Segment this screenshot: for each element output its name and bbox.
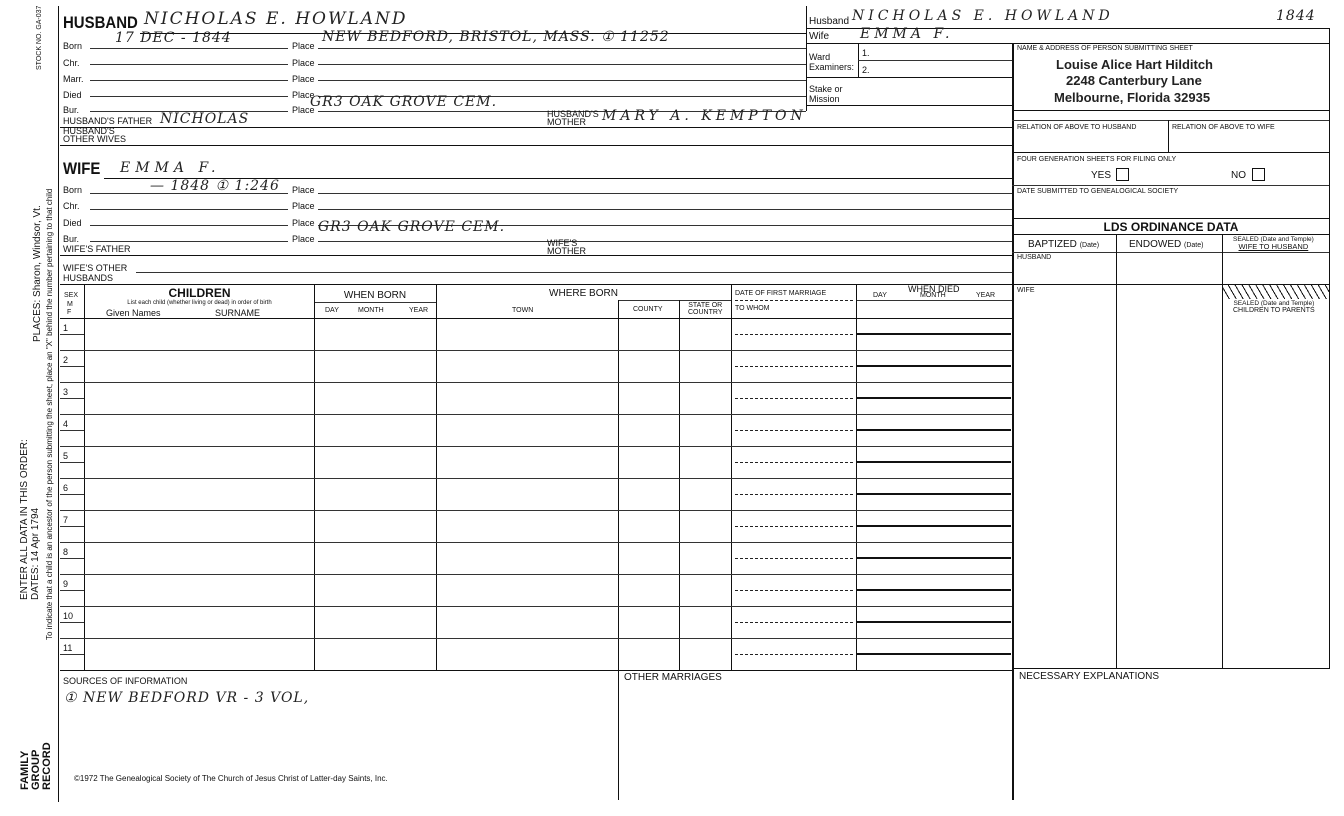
summary-husband-value[interactable]: NICHOLAS E. HOWLAND (852, 8, 1114, 24)
husband-bur-place-label: Place (292, 105, 315, 115)
child-marriage-dash (735, 558, 853, 559)
given-names-header: Given Names (106, 308, 161, 318)
husband-died-label: Died (63, 90, 82, 100)
wife-born-place-label: Place (292, 185, 315, 195)
child-row-number: 7 (63, 515, 69, 525)
child-row-number: 8 (63, 547, 69, 557)
col-town (618, 300, 619, 670)
husband-mother-value[interactable]: MARY A. KEMPTON (602, 108, 807, 124)
county-header: COUNTY (633, 306, 663, 313)
husband-born-place-label: Place (292, 41, 315, 51)
col-when-born (436, 284, 437, 670)
child-death-date-field[interactable] (856, 417, 1011, 431)
to-whom-header: TO WHOM (735, 305, 770, 312)
sex-header: SEX (64, 292, 79, 299)
wife-died-place-label: Place (292, 218, 315, 228)
wife-father-line (60, 255, 1012, 256)
child-marriage-dash (735, 622, 853, 623)
child-row-line (60, 382, 1012, 383)
endowed-label: ENDOWED (Date) (1129, 239, 1204, 250)
relation-bottom-line (1012, 152, 1330, 153)
born-day-header: DAY (325, 307, 339, 314)
lds-header-line (1012, 252, 1330, 253)
places-note: PLACES: Sharon, Windsor, Vt. (32, 205, 43, 342)
child-sex-divider (60, 526, 84, 527)
children-header-bottom (60, 318, 1012, 319)
child-row-line (60, 446, 1012, 447)
other-marriages-divider (618, 670, 619, 800)
where-born-header: WHERE BORN (549, 288, 618, 299)
child-row-line (60, 542, 1012, 543)
child-marriage-dash (735, 526, 853, 527)
child-marriage-dash (735, 654, 853, 655)
children-title: CHILDREN (168, 286, 231, 300)
child-death-date-field[interactable] (856, 321, 1011, 335)
col-state (731, 284, 732, 670)
lds-wife-sealed-hatch (1223, 285, 1329, 299)
sex-f-header: F (67, 309, 72, 316)
lds-col-divider-2 (1222, 234, 1223, 668)
child-sex-divider (60, 558, 84, 559)
wife-bur-place-line (318, 241, 1012, 242)
town-header: TOWN (512, 307, 534, 314)
child-row-number: 3 (63, 387, 69, 397)
other-marriages-label: OTHER MARRIAGES (624, 672, 722, 683)
col-county (679, 300, 680, 670)
stake-line (806, 105, 1012, 106)
mission-label: Mission (809, 94, 840, 104)
child-row-line (60, 350, 1012, 351)
form-title: FAMILY GROUP RECORD (19, 742, 53, 790)
child-sex-divider (60, 494, 84, 495)
died-day-header: DAY (873, 292, 887, 299)
child-death-date-field[interactable] (856, 577, 1011, 591)
lds-title-line (1012, 234, 1330, 235)
husband-chr-place-label: Place (292, 58, 315, 68)
sex-m-header: M (67, 301, 73, 308)
child-marriage-dash (735, 398, 853, 399)
date-submitted-bottom-line (1012, 218, 1330, 219)
child-sex-divider (60, 590, 84, 591)
relation-divider (1168, 120, 1169, 152)
summary-husband-label: Husband (809, 16, 850, 27)
submitter-city[interactable]: Melbourne, Florida 32935 (1054, 90, 1211, 105)
husband-marr-line (90, 80, 288, 81)
necessary-explanations-label: NECESSARY EXPLANATIONS (1019, 671, 1160, 682)
husband-died-line (90, 96, 288, 97)
first-marriage-header: DATE OF FIRST MARRIAGE (735, 290, 827, 297)
lds-col-divider-1 (1116, 234, 1117, 668)
form-left-border (58, 6, 59, 802)
child-death-date-field[interactable] (856, 641, 1011, 655)
child-row-number: 9 (63, 579, 69, 589)
child-marriage-dash (735, 462, 853, 463)
lds-wife-row: WIFE (1017, 287, 1035, 294)
wife-born-label: Born (63, 185, 83, 195)
husband-born-label: Born (63, 41, 83, 51)
child-row-line (60, 478, 1012, 479)
relation-top-line (1012, 120, 1330, 121)
examiner-2[interactable]: 2. (862, 65, 870, 75)
husband-bur-place-value[interactable]: GR3 OAK GROVE CEM. (310, 94, 498, 110)
sources-label: SOURCES OF INFORMATION (63, 676, 188, 686)
child-row-line (60, 638, 1012, 639)
child-death-date-field[interactable] (856, 385, 1011, 399)
child-death-date-field[interactable] (856, 545, 1011, 559)
child-death-date-field[interactable] (856, 449, 1011, 463)
child-sex-divider (60, 334, 84, 335)
submitter-header: NAME & ADDRESS OF PERSON SUBMITTING SHEET (1017, 45, 1193, 52)
lds-title: LDS ORDINANCE DATA (1103, 220, 1239, 234)
wife-chr-line (90, 209, 288, 210)
wife-born-value[interactable]: — 1848 ① 1:246 (150, 178, 280, 194)
child-sex-divider (60, 462, 84, 463)
husband-label: HUSBAND (63, 13, 138, 32)
child-death-date-field[interactable] (856, 481, 1011, 495)
wife-father-label: WIFE'S FATHER (63, 244, 131, 254)
child-marriage-dash (735, 494, 853, 495)
where-born-subline (618, 300, 731, 301)
husband-other-wives-label: HUSBAND'S OTHER WIVES (63, 126, 127, 144)
wife-died-line (90, 225, 288, 226)
husband-born-place-line (318, 48, 806, 49)
date-submitted-label: DATE SUBMITTED TO GENEALOGICAL SOCIETY (1017, 188, 1179, 195)
children-table-bottom (60, 670, 1012, 671)
wife-born-place-line (318, 193, 1012, 194)
wife-mother-label: WIFE'S MOTHER (547, 238, 586, 256)
husband-born-value[interactable]: 17 DEC - 1844 (115, 30, 232, 46)
ward-label: Ward (809, 52, 831, 62)
four-gen-bottom-line (1012, 185, 1330, 186)
husband-died-place-label: Place (292, 90, 315, 100)
child-row-line (60, 574, 1012, 575)
child-row-number: 11 (63, 643, 73, 653)
child-row-line (60, 606, 1012, 607)
four-gen-label: FOUR GENERATION SHEETS FOR FILING ONLY (1017, 156, 1177, 163)
wife-bur-place-label: Place (292, 234, 315, 244)
surname-header: SURNAME (215, 308, 261, 318)
child-death-date-field[interactable] (856, 353, 1011, 367)
child-row-number: 5 (63, 451, 69, 461)
submitter-bottom-line (1012, 110, 1330, 111)
dates-note: DATES: 14 Apr 1794 (30, 507, 41, 600)
right-panel-border (1012, 43, 1014, 800)
wife-other-husbands-line (136, 272, 1012, 273)
stake-label: Stake or (809, 84, 843, 94)
examiner-line-1 (858, 60, 1012, 61)
yes-checkbox[interactable] (1116, 168, 1129, 181)
wife-name[interactable]: EMMA F. (120, 160, 221, 176)
husband-mother-label: HUSBAND'S MOTHER (547, 109, 599, 127)
husband-born-line (90, 48, 288, 49)
summary-wife-label: Wife (809, 31, 829, 42)
child-marriage-dash (735, 430, 853, 431)
husband-marr-place-line (318, 80, 806, 81)
child-sex-divider (60, 366, 84, 367)
no-checkbox[interactable] (1252, 168, 1265, 181)
child-row-number: 6 (63, 483, 69, 493)
children-note: List each child (whether living or dead) in order of birth (127, 300, 272, 306)
when-died-line (856, 300, 1012, 301)
stock-number: STOCK NO. GA-037 (36, 5, 43, 70)
husband-chr-line (90, 64, 288, 65)
child-row-line (60, 510, 1012, 511)
wife-bur-line (90, 241, 288, 242)
enter-order-note: ENTER ALL DATA IN THIS ORDER: (19, 439, 30, 600)
relation-husband-label: RELATION OF ABOVE TO HUSBAND (1017, 124, 1137, 131)
wife-died-label: Died (63, 218, 82, 228)
wife-chr-place-label: Place (292, 201, 315, 211)
husband-other-wives-line (60, 145, 1012, 146)
husband-chr-place-line (318, 64, 806, 65)
husband-born-place-value[interactable]: NEW BEDFORD, BRISTOL, MASS. ① 11252 (322, 29, 670, 45)
yes-label: YES (1091, 170, 1112, 181)
husband-name[interactable]: NICHOLAS E. HOWLAND (144, 9, 408, 29)
husband-chr-label: Chr. (63, 58, 80, 68)
ancestor-indicator-note: To indicate that a child is an ancestor of the person submitting the sheet, place an "X" behind the number pertaining to that child (45, 188, 54, 640)
state-country-header: STATE OR COUNTRY (688, 302, 723, 316)
child-marriage-dash (735, 334, 853, 335)
child-row-number: 1 (63, 323, 69, 333)
lds-right-border (1329, 28, 1330, 668)
summary-divider (806, 6, 807, 111)
child-row-number: 10 (63, 611, 74, 621)
child-marriage-dash (735, 590, 853, 591)
wife-chr-place-line (318, 209, 1012, 210)
col-name (314, 284, 315, 670)
husband-father-value[interactable]: NICHOLAS (160, 111, 250, 127)
husband-marr-label: Marr. (63, 74, 84, 84)
died-year-header: YEAR (976, 292, 996, 299)
born-year-header: YEAR (409, 307, 429, 314)
lds-bottom-line (1012, 668, 1330, 669)
child-sex-divider (60, 622, 84, 623)
child-row-number: 4 (63, 419, 69, 429)
child-marriage-dash (735, 366, 853, 367)
husband-marr-place-label: Place (292, 74, 315, 84)
when-died-header: WHEN DIED (908, 284, 960, 294)
wife-bur-place-value[interactable]: GR3 OAK GROVE CEM. (318, 219, 506, 235)
sealed-children-parents-label: SEALED (Date and Temple) CHILDREN TO PARENTS (1233, 300, 1315, 314)
when-born-header: WHEN BORN (343, 290, 407, 301)
copyright-notice: ©1972 The Genealogical Society of The Church of Jesus Christ of Latter-day Saints, Inc. (74, 774, 388, 783)
died-month-header: MONTH (920, 292, 946, 299)
born-month-header: MONTH (358, 307, 384, 314)
wife-label: WIFE (63, 159, 101, 178)
wife-section-bottom-line (60, 284, 1012, 285)
husband-father-line (60, 127, 1012, 128)
baptized-label: BAPTIZED (Date) (1028, 239, 1100, 250)
first-marriage-dash (735, 300, 853, 301)
examiners-label: Examiners: (809, 62, 855, 72)
no-label: NO (1231, 170, 1246, 181)
child-death-date-field[interactable] (856, 513, 1011, 527)
examiner-line-2 (806, 77, 1012, 78)
wife-other-husbands-label: WIFE'S OTHER HUSBANDS (63, 263, 128, 283)
husband-father-label: HUSBAND'S FATHER (63, 116, 153, 126)
summary-wife-line (806, 43, 1330, 44)
sources-value[interactable]: ① NEW BEDFORD VR - 3 VOL, (64, 690, 310, 706)
summary-wife-value[interactable]: EMMA F. (860, 26, 954, 42)
lds-husband-row: HUSBAND (1017, 254, 1052, 261)
child-death-date-field[interactable] (856, 609, 1011, 623)
child-sex-divider (60, 654, 84, 655)
summary-year[interactable]: 1844 (1276, 8, 1316, 24)
child-sex-divider (60, 430, 84, 431)
child-row-number: 2 (63, 355, 69, 365)
submitter-street[interactable]: 2248 Canterbury Lane (1066, 73, 1202, 88)
col-sex (84, 284, 85, 670)
examiner-1[interactable]: 1. (862, 48, 870, 58)
relation-wife-label: RELATION OF ABOVE TO WIFE (1172, 124, 1275, 131)
wife-bur-label: Bur. (63, 234, 80, 244)
wife-chr-label: Chr. (63, 201, 80, 211)
submitter-name[interactable]: Louise Alice Hart Hilditch (1056, 57, 1213, 72)
husband-bur-label: Bur. (63, 105, 80, 115)
child-row-line (60, 414, 1012, 415)
sealed-wife-husband-label: SEALED (Date and Temple) WIFE TO HUSBAND (1233, 236, 1314, 251)
when-born-subline (314, 302, 436, 303)
child-sex-divider (60, 398, 84, 399)
